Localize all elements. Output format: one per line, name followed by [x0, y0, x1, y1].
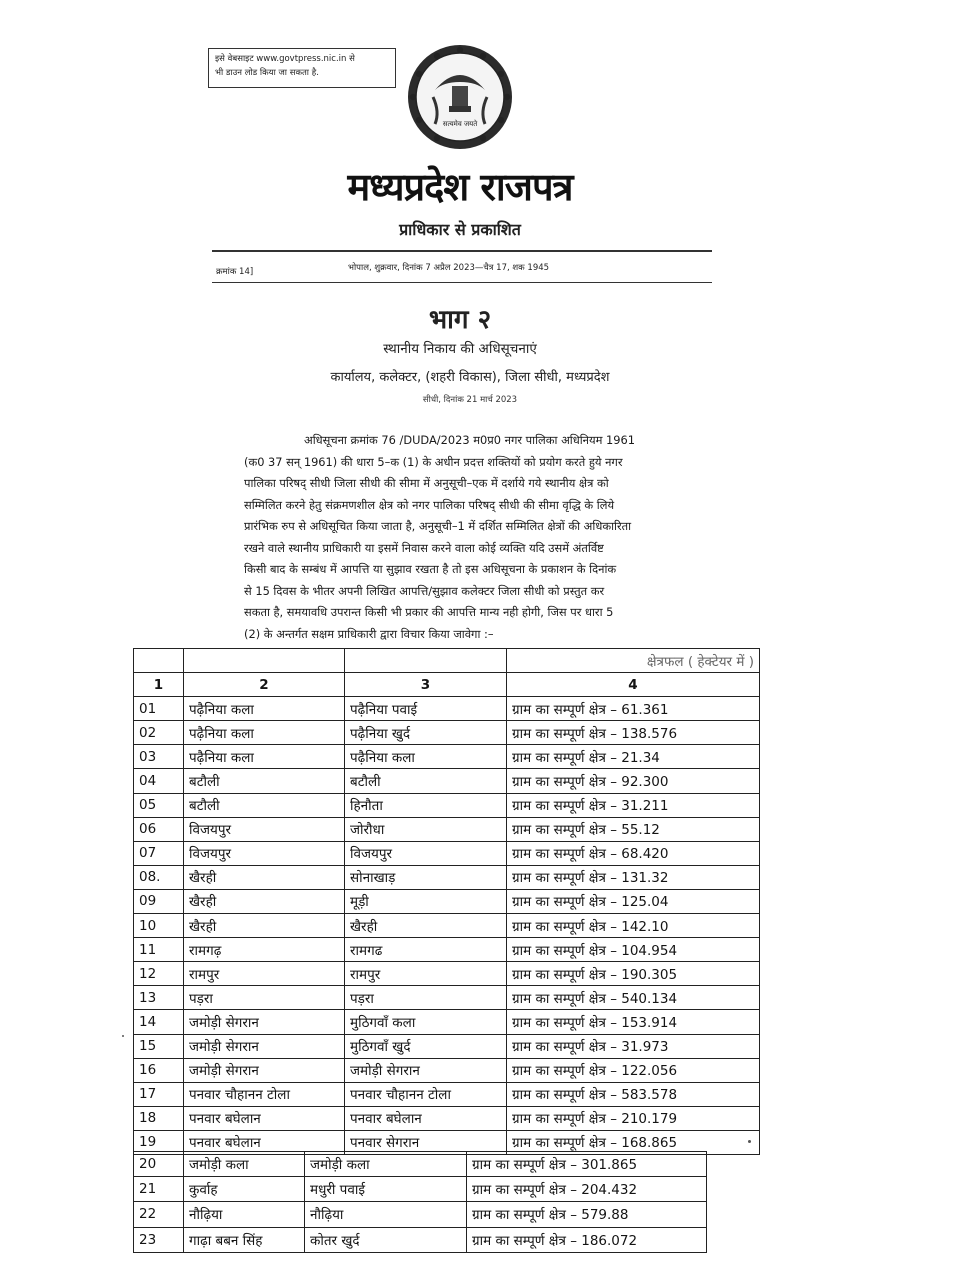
part-title: भाग २ — [428, 305, 492, 335]
table-row — [134, 986, 760, 1010]
area-cell: ग्राम का सम्पूर्ण क्षेत्र – 31.973 — [507, 1034, 760, 1058]
serial-cell: 03 — [134, 745, 184, 769]
municipal-area-cell: पनवार बघेलान — [184, 1106, 345, 1130]
village-cell: मुठिगवाँ कला — [345, 1010, 507, 1034]
village-cell: पनवार बघेलान — [345, 1106, 507, 1130]
notification-line: सम्मिलित करने हेतु संक्रमणशील क्षेत्र को नगर पालिका परिषद् सीधी की सीमा वृद्धि के लिये — [244, 497, 615, 512]
area-cell: ग्राम का सम्पूर्ण क्षेत्र – 583.578 — [507, 1082, 760, 1106]
municipal-area-cell: जमोड़ी सेगरान — [184, 1058, 345, 1082]
municipal-area-cell: पनवार बघेलान — [184, 1130, 345, 1154]
column-header: 1 — [134, 673, 184, 697]
serial-cell: 18 — [134, 1106, 184, 1130]
website-note-line1: इसे वेबसाइट www.govtpress.nic.in से — [215, 54, 355, 64]
area-cell: ग्राम का सम्पूर्ण क्षेत्र – 92.300 — [507, 769, 760, 793]
area-cell: ग्राम का सम्पूर्ण क्षेत्र – 31.211 — [507, 793, 760, 817]
serial-cell: 19 — [134, 1130, 184, 1154]
village-cell: जमोड़ी सेगरान — [345, 1058, 507, 1082]
village-cell: हिनौता — [345, 793, 507, 817]
serial-cell: 10 — [134, 914, 184, 938]
table-row — [134, 865, 760, 889]
table-row — [134, 1082, 760, 1106]
area-cell: ग्राम का सम्पूर्ण क्षेत्र – 125.04 — [507, 889, 760, 913]
serial-cell: 08. — [134, 865, 184, 889]
notification-category: स्थानीय निकाय की अधिसूचनाएं — [383, 341, 537, 357]
municipal-area-cell: खैरही — [184, 865, 345, 889]
municipal-area-cell: जमोड़ी सेगरान — [184, 1034, 345, 1058]
village-cell: पनवार सेगरान — [345, 1130, 507, 1154]
table-row — [134, 1202, 707, 1227]
schedule-top-fragment-row — [134, 649, 760, 673]
municipal-area-cell: पड़रा — [184, 986, 345, 1010]
serial-cell: 23 — [134, 1227, 184, 1252]
issue-number: क्रमांक 14] — [216, 267, 254, 277]
notification-line: (2) के अन्तर्गत सक्षम प्राधिकारी द्वारा विचार किया जावेगा :– — [244, 626, 494, 641]
table-row — [134, 938, 760, 962]
municipal-area-cell: रामगढ़ — [184, 938, 345, 962]
column-header: 3 — [345, 673, 507, 697]
notification-line: (क0 37 सन् 1961) की धारा 5–क (1) के अधीन प्रदत्त शक्तियों को प्रयोग करते हुये नगर — [244, 454, 623, 469]
municipal-area-cell: बटौली — [184, 793, 345, 817]
municipal-area-cell: पढ़ैनिया कला — [184, 697, 345, 721]
municipal-area-cell: बटौली — [184, 769, 345, 793]
table-row — [134, 745, 760, 769]
gazette-title: मध्यप्रदेश राजपत्र — [347, 164, 573, 209]
serial-cell: 21 — [134, 1177, 184, 1202]
area-cell: ग्राम का सम्पूर्ण क्षेत्र – 142.10 — [507, 914, 760, 938]
area-cell: ग्राम का सम्पूर्ण क्षेत्र – 122.056 — [507, 1058, 760, 1082]
table-row — [134, 721, 760, 745]
website-note — [208, 48, 396, 88]
village-cell: मधुरी पवाई — [305, 1177, 467, 1202]
municipal-area-cell: रामपुर — [184, 962, 345, 986]
village-cell: खैरही — [345, 914, 507, 938]
serial-cell: 07 — [134, 841, 184, 865]
municipal-area-cell: खैरही — [184, 914, 345, 938]
village-cell: पनवार चौहानन टोला — [345, 1082, 507, 1106]
serial-cell: 01 — [134, 697, 184, 721]
village-cell: जमोड़ी कला — [305, 1152, 467, 1177]
issuing-office: कार्यालय, कलेक्टर, (शहरी विकास), जिला सीधी, मध्यप्रदेश — [330, 370, 610, 385]
serial-cell: 17 — [134, 1082, 184, 1106]
municipal-area-cell: विजयपुर — [184, 817, 345, 841]
village-cell: पढ़ैनिया पवाई — [345, 697, 507, 721]
masthead-rule-bottom — [212, 282, 712, 283]
serial-cell: 16 — [134, 1058, 184, 1082]
municipal-area-cell: पढ़ैनिया कला — [184, 721, 345, 745]
area-cell: ग्राम का सम्पूर्ण क्षेत्र – 186.072 — [467, 1227, 707, 1252]
serial-cell: 15 — [134, 1034, 184, 1058]
serial-cell: 05 — [134, 793, 184, 817]
table-row — [134, 1058, 760, 1082]
village-cell: नौढ़िया — [305, 1202, 467, 1227]
table-row — [134, 914, 760, 938]
municipal-area-cell: पढ़ैनिया कला — [184, 745, 345, 769]
village-cell: रामपुर — [345, 962, 507, 986]
table-row — [134, 769, 760, 793]
column-header: 4 — [507, 673, 760, 697]
area-cell: ग्राम का सम्पूर्ण क्षेत्र – 190.305 — [507, 962, 760, 986]
table-row — [134, 793, 760, 817]
serial-cell: 20 — [134, 1152, 184, 1177]
area-cell: ग्राम का सम्पूर्ण क्षेत्र – 579.88 — [467, 1202, 707, 1227]
serial-cell: 04 — [134, 769, 184, 793]
serial-cell: 11 — [134, 938, 184, 962]
scan-speck — [748, 1140, 751, 1143]
schedule-top-fragment: क्षेत्रफल ( हेक्टेयर में ) — [507, 649, 760, 673]
municipal-area-cell: कुर्वाह — [184, 1177, 305, 1202]
area-cell: ग्राम का सम्पूर्ण क्षेत्र – 204.432 — [467, 1177, 707, 1202]
village-cell: पढ़ैनिया खुर्द — [345, 721, 507, 745]
table-row — [134, 1177, 707, 1202]
table-row — [134, 962, 760, 986]
area-cell: ग्राम का सम्पूर्ण क्षेत्र – 68.420 — [507, 841, 760, 865]
notification-line: किसी बाद के सम्बंध में आपत्ति या सुझाव रखता है तो इस अधिसूचना के प्रकाशन के दिनांक — [244, 562, 617, 576]
notification-line: से 15 दिवस के भीतर अपनी लिखित आपत्ति/सुझाव कलेक्टर जिला सीधी को प्रस्तुत कर — [244, 583, 605, 598]
schedule-table — [133, 648, 760, 1155]
table-row — [134, 1227, 707, 1252]
state-emblem-seal-icon — [405, 42, 515, 152]
notification-line: पालिका परिषद् सीधी जिला सीधी की सीमा में अनुसूची–एक में दर्शाये गये स्थानीय क्षेत्र को — [244, 476, 609, 490]
village-cell: विजयपुर — [345, 841, 507, 865]
table-row — [134, 697, 760, 721]
village-cell: सोनाखाड़ — [345, 865, 507, 889]
table-row — [134, 1034, 760, 1058]
schedule-header-row — [134, 673, 760, 697]
table-row — [134, 1106, 760, 1130]
area-cell: ग्राम का सम्पूर्ण क्षेत्र – 104.954 — [507, 938, 760, 962]
notification-line: रखने वाले स्थानीय प्राधिकारी या इसमें निवास करने वाला कोई व्यक्ति यदि उसमें अंतर्विष्ट — [244, 540, 604, 555]
website-note-line2: भी डाउन लोड किया जा सकता है. — [215, 68, 319, 78]
area-cell: ग्राम का सम्पूर्ण क्षेत्र – 168.865 — [507, 1130, 760, 1154]
village-cell: रामगढ — [345, 938, 507, 962]
municipal-area-cell: गाढ़ा बबन सिंह — [184, 1227, 305, 1252]
notification-body — [244, 430, 714, 645]
serial-cell: 22 — [134, 1202, 184, 1227]
table-row — [134, 1152, 707, 1177]
notification-line: अधिसूचना क्रमांक 76 /DUDA/2023 म0प्र0 नगर पालिका अधिनियम 1961 — [304, 433, 636, 447]
municipal-area-cell: विजयपुर — [184, 841, 345, 865]
area-cell: ग्राम का सम्पूर्ण क्षेत्र – 55.12 — [507, 817, 760, 841]
area-cell: ग्राम का सम्पूर्ण क्षेत्र – 153.914 — [507, 1010, 760, 1034]
village-cell: मूड़ी — [345, 889, 507, 913]
masthead-rule-top — [212, 250, 712, 252]
village-cell: कोतर खुर्द — [305, 1227, 467, 1252]
village-cell: जोरौधा — [345, 817, 507, 841]
column-header: 2 — [184, 673, 345, 697]
table-row — [134, 817, 760, 841]
table-row — [134, 889, 760, 913]
schedule-table-continued — [133, 1151, 707, 1253]
area-cell: ग्राम का सम्पूर्ण क्षेत्र – 540.134 — [507, 986, 760, 1010]
area-cell: ग्राम का सम्पूर्ण क्षेत्र – 210.179 — [507, 1106, 760, 1130]
area-cell: ग्राम का सम्पूर्ण क्षेत्र – 61.361 — [507, 697, 760, 721]
serial-cell: 02 — [134, 721, 184, 745]
serial-cell: 06 — [134, 817, 184, 841]
municipal-area-cell: नौढ़िया — [184, 1202, 305, 1227]
seal-motto: सत्यमेव जयते — [442, 120, 478, 128]
serial-cell: 12 — [134, 962, 184, 986]
gazette-subtitle: प्राधिकार से प्रकाशित — [399, 220, 521, 239]
area-cell: ग्राम का सम्पूर्ण क्षेत्र – 131.32 — [507, 865, 760, 889]
village-cell: मुठिगवाँ खुर्द — [345, 1034, 507, 1058]
municipal-area-cell: जमोड़ी सेगरान — [184, 1010, 345, 1034]
serial-cell: 09 — [134, 889, 184, 913]
issue-date-line: भोपाल, शुक्रवार, दिनांक 7 अप्रैल 2023—चैत्र 17, शक 1945 — [348, 263, 550, 273]
village-cell: पड़रा — [345, 986, 507, 1010]
notification-line: प्रारंभिक रुप से अधिसूचित किया जाता है, अनुसूची–1 में दर्शित सम्मिलित क्षेत्रों की अधिकारिता — [244, 519, 632, 533]
municipal-area-cell: खैरही — [184, 889, 345, 913]
place-date: सीधी, दिनांक 21 मार्च 2023 — [422, 395, 518, 405]
notification-line: सकता है, समयावधि उपरान्त किसी भी प्रकार की आपत्ति मान्य नही होगी, जिस पर धारा 5 — [244, 605, 614, 619]
village-cell: बटौली — [345, 769, 507, 793]
municipal-area-cell: पनवार चौहानन टोला — [184, 1082, 345, 1106]
table-row — [134, 841, 760, 865]
serial-cell: 13 — [134, 986, 184, 1010]
table-row — [134, 1010, 760, 1034]
area-cell: ग्राम का सम्पूर्ण क्षेत्र – 138.576 — [507, 721, 760, 745]
area-cell: ग्राम का सम्पूर्ण क्षेत्र – 21.34 — [507, 745, 760, 769]
area-cell: ग्राम का सम्पूर्ण क्षेत्र – 301.865 — [467, 1152, 707, 1177]
scan-speck — [122, 1035, 124, 1037]
serial-cell: 14 — [134, 1010, 184, 1034]
municipal-area-cell: जमोड़ी कला — [184, 1152, 305, 1177]
village-cell: पढ़ैनिया कला — [345, 745, 507, 769]
